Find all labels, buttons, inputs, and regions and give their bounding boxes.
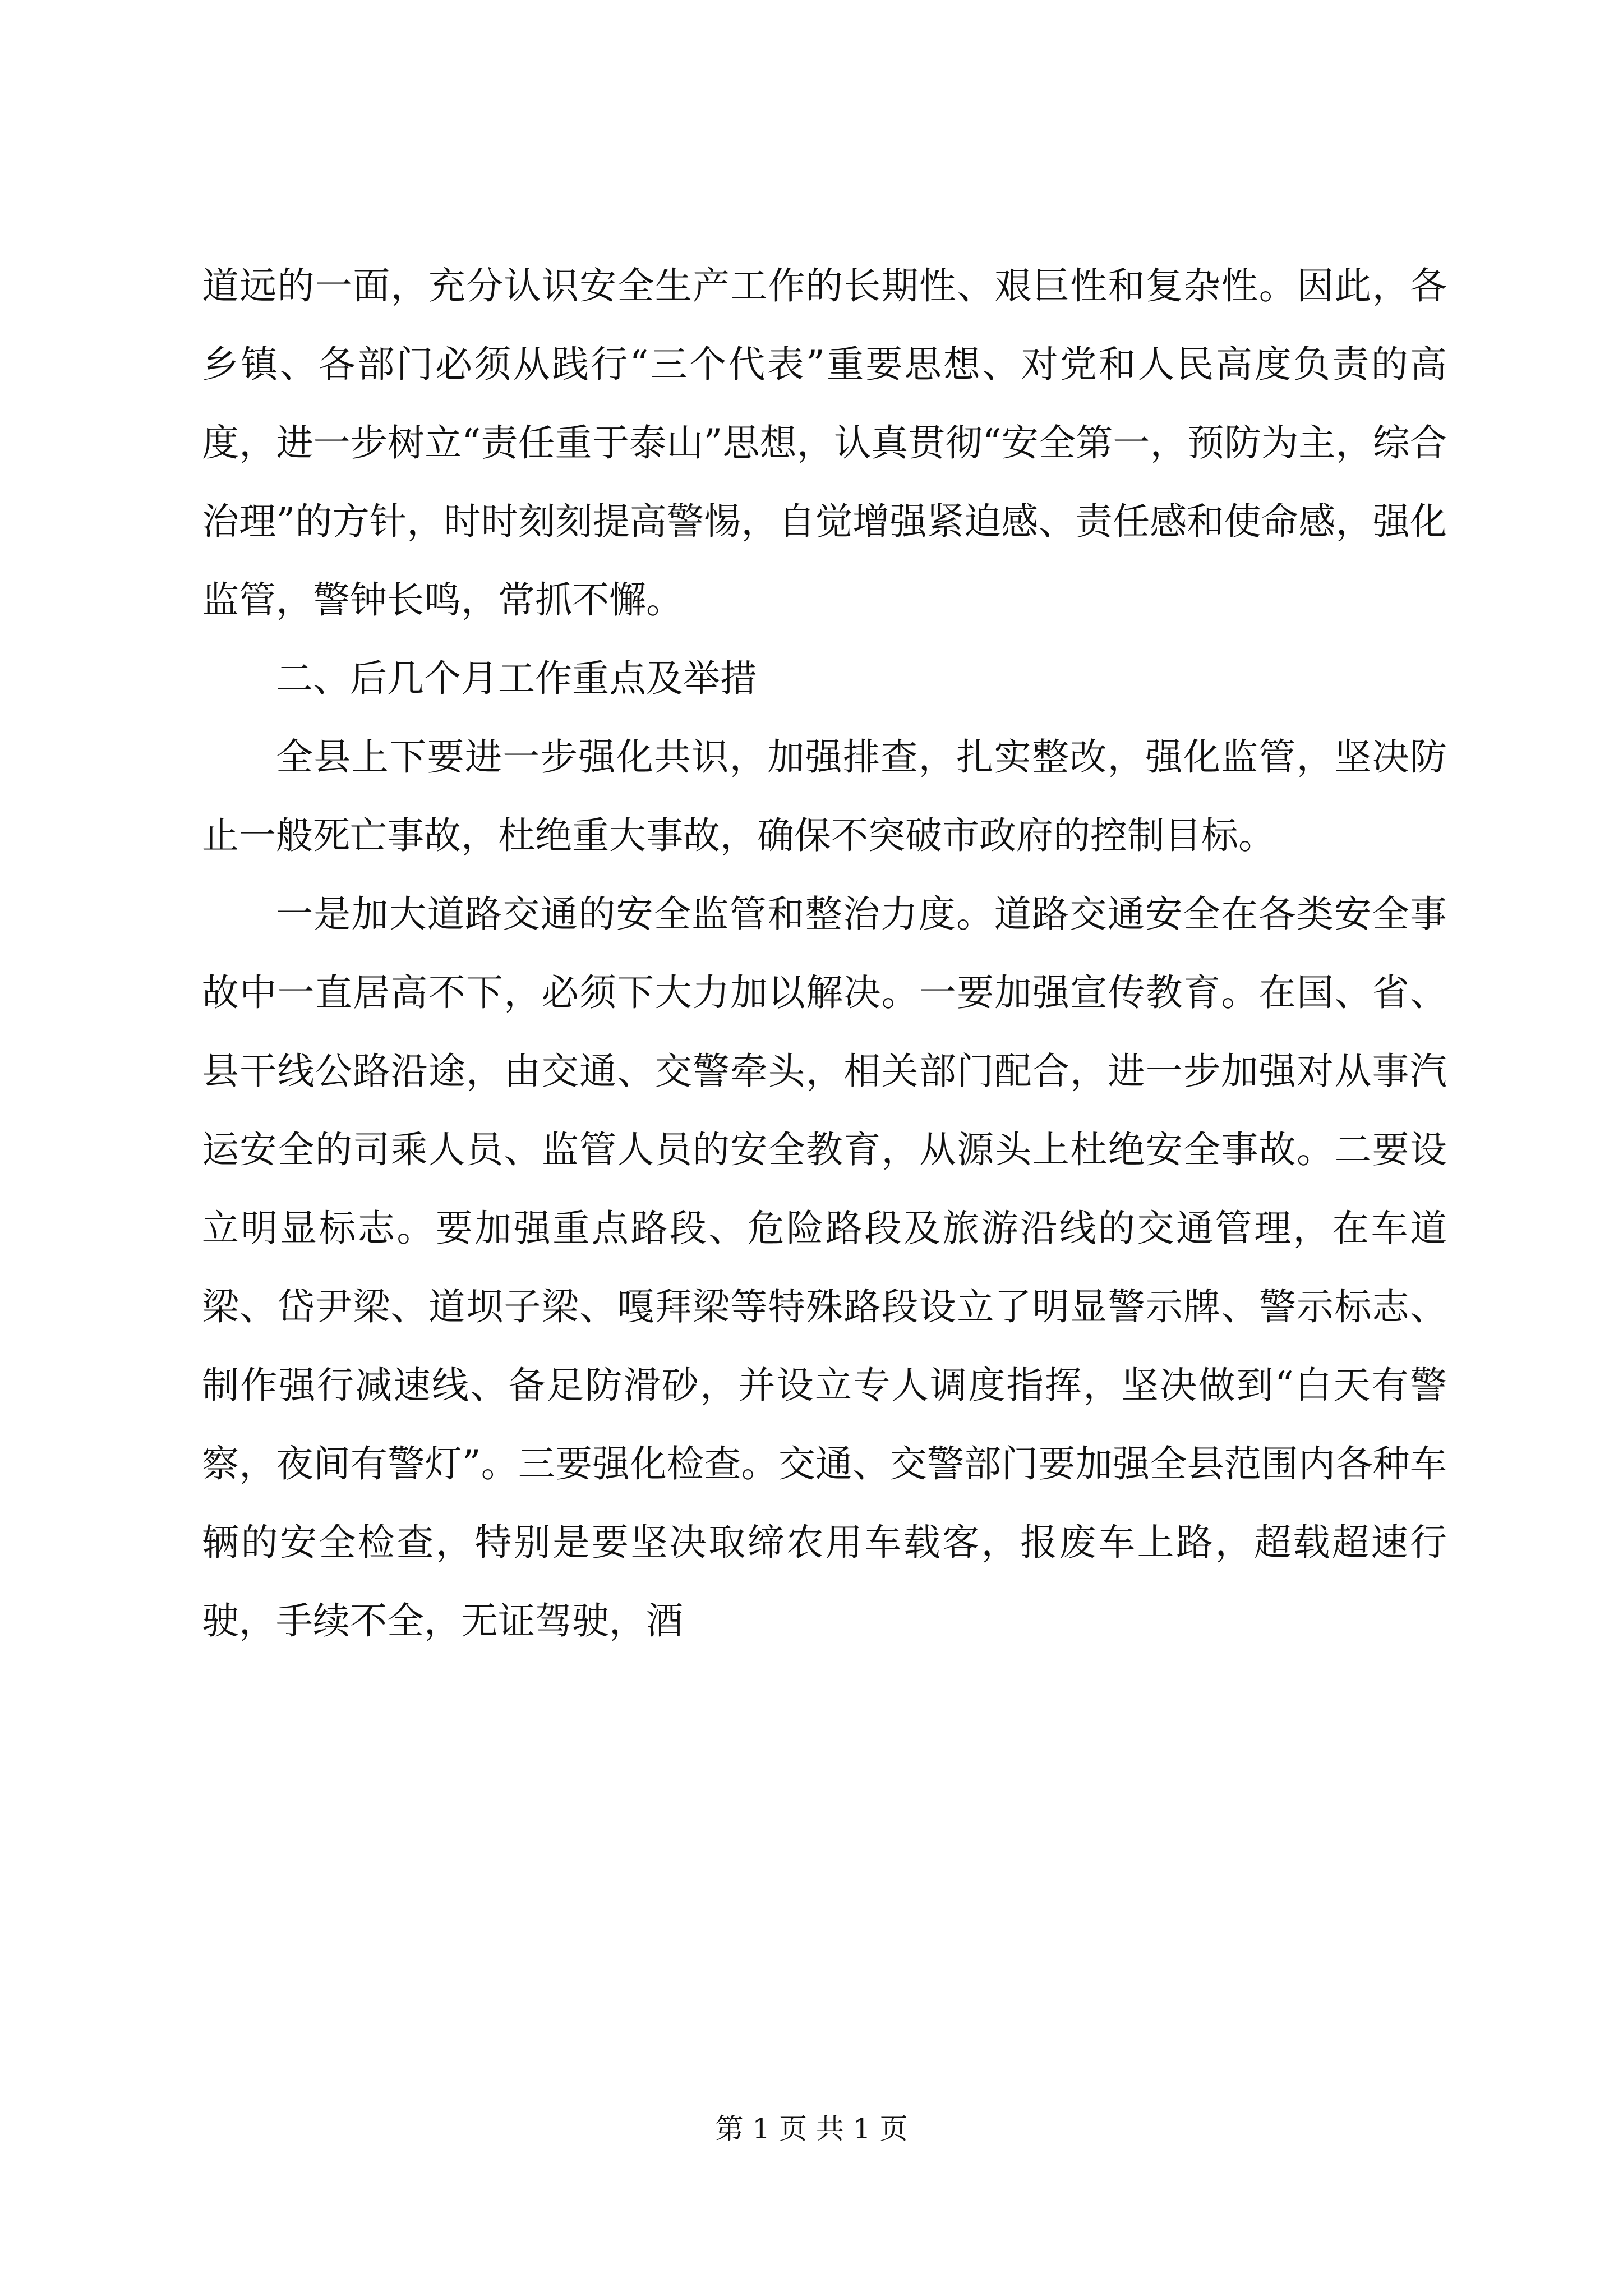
paragraph-continued: 道远的一面，充分认识安全生产工作的长期性、艰巨性和复杂性。因此，各乡镇、各部门必须从践行“三个代表”重要思想、对党和人民高度负责的高度，进一步树立“责任重于泰山”思想，认真贯彻“安全第一，预防为主，综合治理”的方针，时时刻刻提高警惕，自觉增强紧迫感、责任感和使命感，强化监管，警钟长鸣，常抓不懈。 bbox=[202, 264, 1447, 622]
document-body bbox=[202, 247, 1447, 1660]
paragraph-road-traffic: 一是加大道路交通的安全监管和整治力度。道路交通安全在各类安全事故中一直居高不下，必须下大力加以解决。一要加强宣传教育。在国、省、县干线公路沿途，由交通、交警牵头，相关部门配合，进一步加强对从事汽运安全的司乘人员、监管人员的安全教育，从源头上杜绝安全事故。二要设立明显标志。要加强重点路段、危险路段及旅游沿线的交通管理，在车道梁、岱尹梁、道坝子梁、嘎拜梁等特殊路段设立了明显警示牌、警示标志、制作强行减速线、备足防滑砂，并设立专人调度指挥，坚决做到“白天有警察，夜间有警灯”。三要强化检查。交通、交警部门要加强全县范围内各种车辆的安全检查，特别是要坚决取缔农用车载客，报废车上路，超载超速行驶，手续不全，无证驾驶，酒 bbox=[202, 892, 1447, 1642]
paragraph-overview: 全县上下要进一步强化共识，加强排查，扎实整改，强化监管，坚决防止一般死亡事故，杜绝重大事故，确保不突破市政府的控制目标。 bbox=[202, 735, 1447, 857]
section-heading: 二、后几个月工作重点及举措 bbox=[276, 657, 757, 700]
page-footer: 第 1 页 共 1 页 bbox=[715, 2113, 908, 2145]
